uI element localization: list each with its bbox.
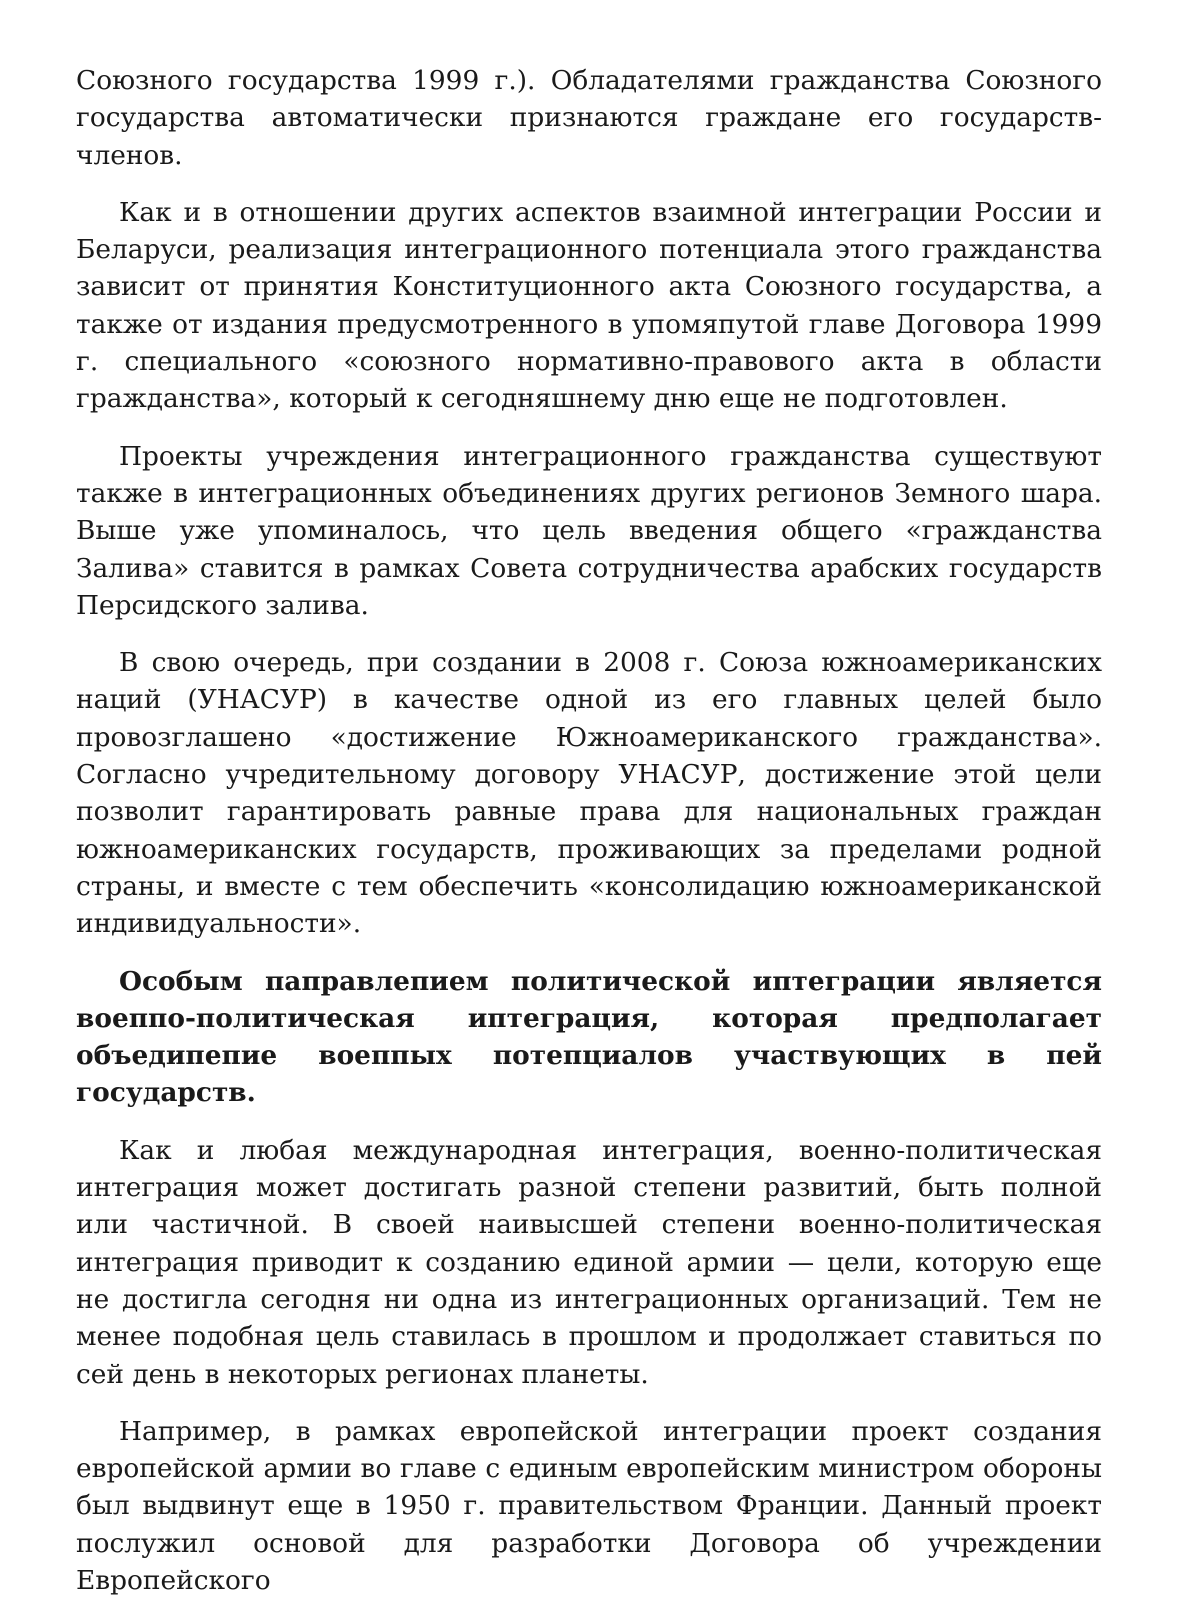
paragraph-russia-belarus-integration: Как и в отношении других аспектов взаимной интеграции России и Беларуси, реализация интеграционного потенциала этого гражданства зависит от принятия Конституционного акта Союзного государства, а также от издания предусмотренного в упомяпутой главе Договора 1999 г. специального «союзного нормативно-правового акта в области гражданства», который к сегодняшнему дню еще не подготовлен. xyxy=(76,196,1102,415)
paragraph-unasur-citizenship: В свою очередь, при создании в 2008 г. Союза южноамериканских наций (УНАСУР) в качестве одной из его главных целей было провозглашено «достижение Южноамериканского гражданства». Согласно учредительному договору УНАСУР, достижение этой цели позволит гарантировать равные права для национальных граждан южноамериканских государств, проживающих за пределами родной страны, и вместе с тем обеспечить «консолидацию южноамериканской индивидуальности». xyxy=(76,647,1102,940)
paragraph-union-state-citizenship: Союзного государства 1999 г.). Обладателями гражданства Союзного государства автоматически признаются граждане его государств-членов. xyxy=(76,65,1102,171)
paragraph-gulf-citizenship: Проекты учреждения интеграционного гражданства существуют также в интеграционных объединениях других регионов Земного шара. Выше уже упоминалось, что цель введения общего «гражданства Залива» ставится в рамках Совета сотрудничества арабских государств Персидского залива. xyxy=(76,440,1102,621)
paragraph-military-integration-degrees: Как и любая международная интеграция, военно-политическая интеграция может достигать разной степени развитий, быть полной или частичной. В своей наивысшей степени военно-политическая интеграция приводит к созданию единой армии — цели, которую еще не достигла сегодня ни одна из интеграционных организаций. Тем не менее подобная цель ставилась в прошлом и продолжает ставиться по сей день в некоторых регионах планеты. xyxy=(76,1134,1102,1390)
paragraph-military-political-integration-thesis: Особым паправлепием политической иптеграции является воеппо-политическая иптеграция, которая предполагает объедипепие воеппых потепциалов участвующих в пей государств. xyxy=(76,965,1102,1109)
paragraph-european-army-project: Например, в рамках европейской интеграции проект создания европейской армии во главе с единым европейским министром обороны был выдвинут еще в 1950 г. правительством Франции. Данный проект послужил основой для разработки Договора об учреждении Европейского xyxy=(76,1415,1102,1596)
document-page xyxy=(76,62,1102,1619)
